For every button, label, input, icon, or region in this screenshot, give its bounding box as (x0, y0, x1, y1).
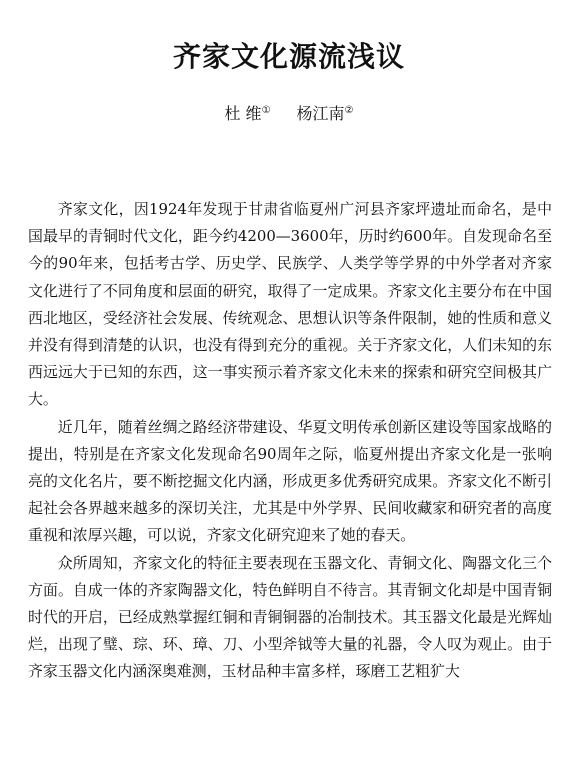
author-2-footnote-mark[interactable]: ② (344, 105, 354, 116)
author-2-name: 杨江南 (296, 104, 345, 123)
body-paragraph-1: 齐家文化，因1924年发现于甘肃省临夏州广河县齐家坪遗址而命名，是中国最早的青铜时代文化，距今约4200—3600年，历时约600年。自发现命名至今的90年来，包括考古学、历史学、民族学、人类学等学界的中外学者对齐家文化进行了不同角度和层面的研究，取得了一定成果。齐家文化主要分布在中国西北地区，受经济社会发展、传统观念、思想认识等条件限制，她的性质和意义并没有得到清楚的认识，也没有得到充分的重视。关于齐家文化，人们未知的东西远远大于已知的东西，这一事实预示着齐家文化未来的探索和研究空间极其广大。 (28, 200, 552, 409)
article-title: 齐家文化源流浅议 (172, 39, 405, 73)
author-2 (297, 103, 354, 125)
author-1-footnote-mark[interactable]: ① (261, 105, 271, 116)
author-line (0, 103, 578, 125)
article-body (28, 196, 552, 686)
author-1 (224, 103, 270, 125)
body-paragraph-3: 众所周知，齐家文化的特征主要表现在玉器文化、青铜文化、陶器文化三个方面。自成一体的齐家陶器文化，特色鲜明自不待言。其青铜文化却是中国青铜时代的开启，已经成熟掌握红铜和青铜铜器的冶制技术。其玉器文化最是光辉灿烂，出现了璧、琮、环、璋、刀、小型斧钺等大量的礼器，令人叹为观止。由于齐家玉器文化内涵深奥难测，玉材品种丰富多样，琢磨工艺粗犷大 (28, 553, 552, 681)
body-paragraph-2: 近几年，随着丝绸之路经济带建设、华夏文明传承创新区建设等国家战略的提出，特别是在齐家文化发现命名90周年之际，临夏州提出齐家文化是一张响亮的文化名片，要不断挖掘文化内涵，形成更多优秀研究成果。齐家文化不断引起社会各界越来越多的深切关注，尤其是中外学界、民间收藏家和研究者的高度重视和浓厚兴趣，可以说，齐家文化研究迎来了她的春天。 (28, 417, 552, 545)
author-1-name: 杜 维 (224, 104, 262, 123)
